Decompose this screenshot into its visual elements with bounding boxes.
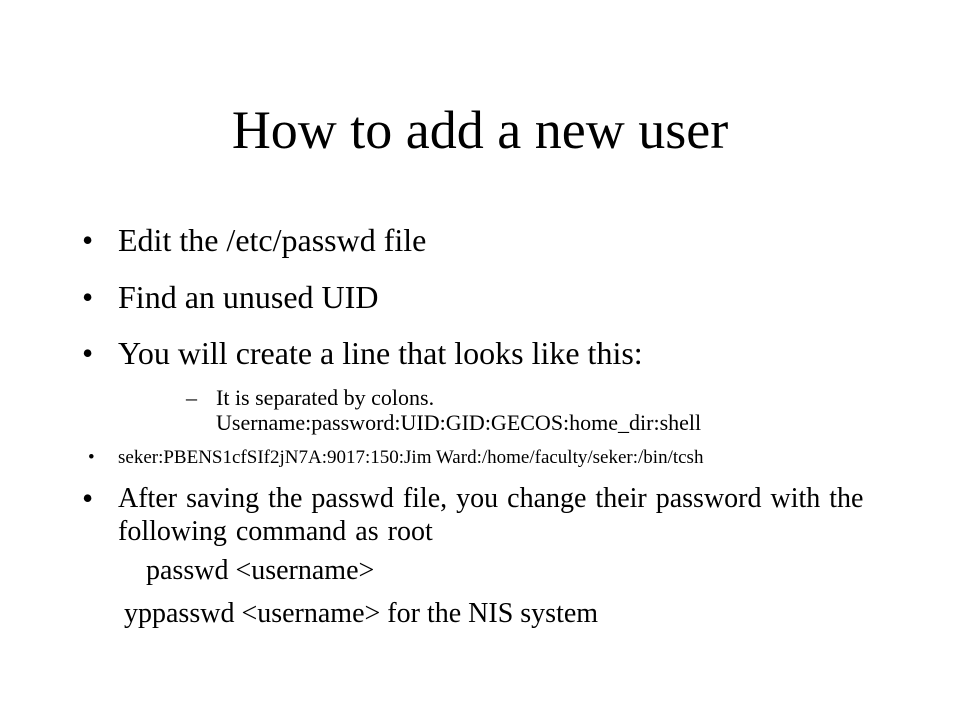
slide-title: How to add a new user: [231, 100, 729, 160]
bullet-text: Find an unused UID: [118, 279, 379, 315]
bullet-text: You will create a line that looks like this:: [118, 335, 643, 371]
bullet-icon: •: [82, 480, 94, 516]
after-saving-text: After saving the passwd file, you change their password with the following command as root: [118, 483, 864, 547]
bullet-icon: •: [82, 335, 94, 371]
sub-bullet-format-text: Username:password:UID:GID:GECOS:home_dir:shell: [216, 410, 702, 435]
example-passwd-line: seker:PBENS1cfSIf2jN7A:9017:150:Jim Ward:/home/faculty/seker:/bin/tcsh: [118, 447, 704, 468]
bullet-icon: •: [82, 279, 94, 315]
sub-bullet-text: It is separated by colons.: [216, 385, 435, 410]
dash-icon: –: [186, 385, 197, 410]
sub-bullet-continuation: [216, 410, 701, 435]
bullet-icon: •: [82, 222, 94, 258]
yppasswd-command: yppasswd <username> for the NIS system: [124, 598, 599, 629]
passwd-command: passwd <username>: [146, 555, 375, 586]
bullet-text: Edit the /etc/passwd file: [118, 222, 427, 258]
sub-bullet: [186, 385, 435, 410]
bullet-icon: •: [88, 447, 95, 468]
